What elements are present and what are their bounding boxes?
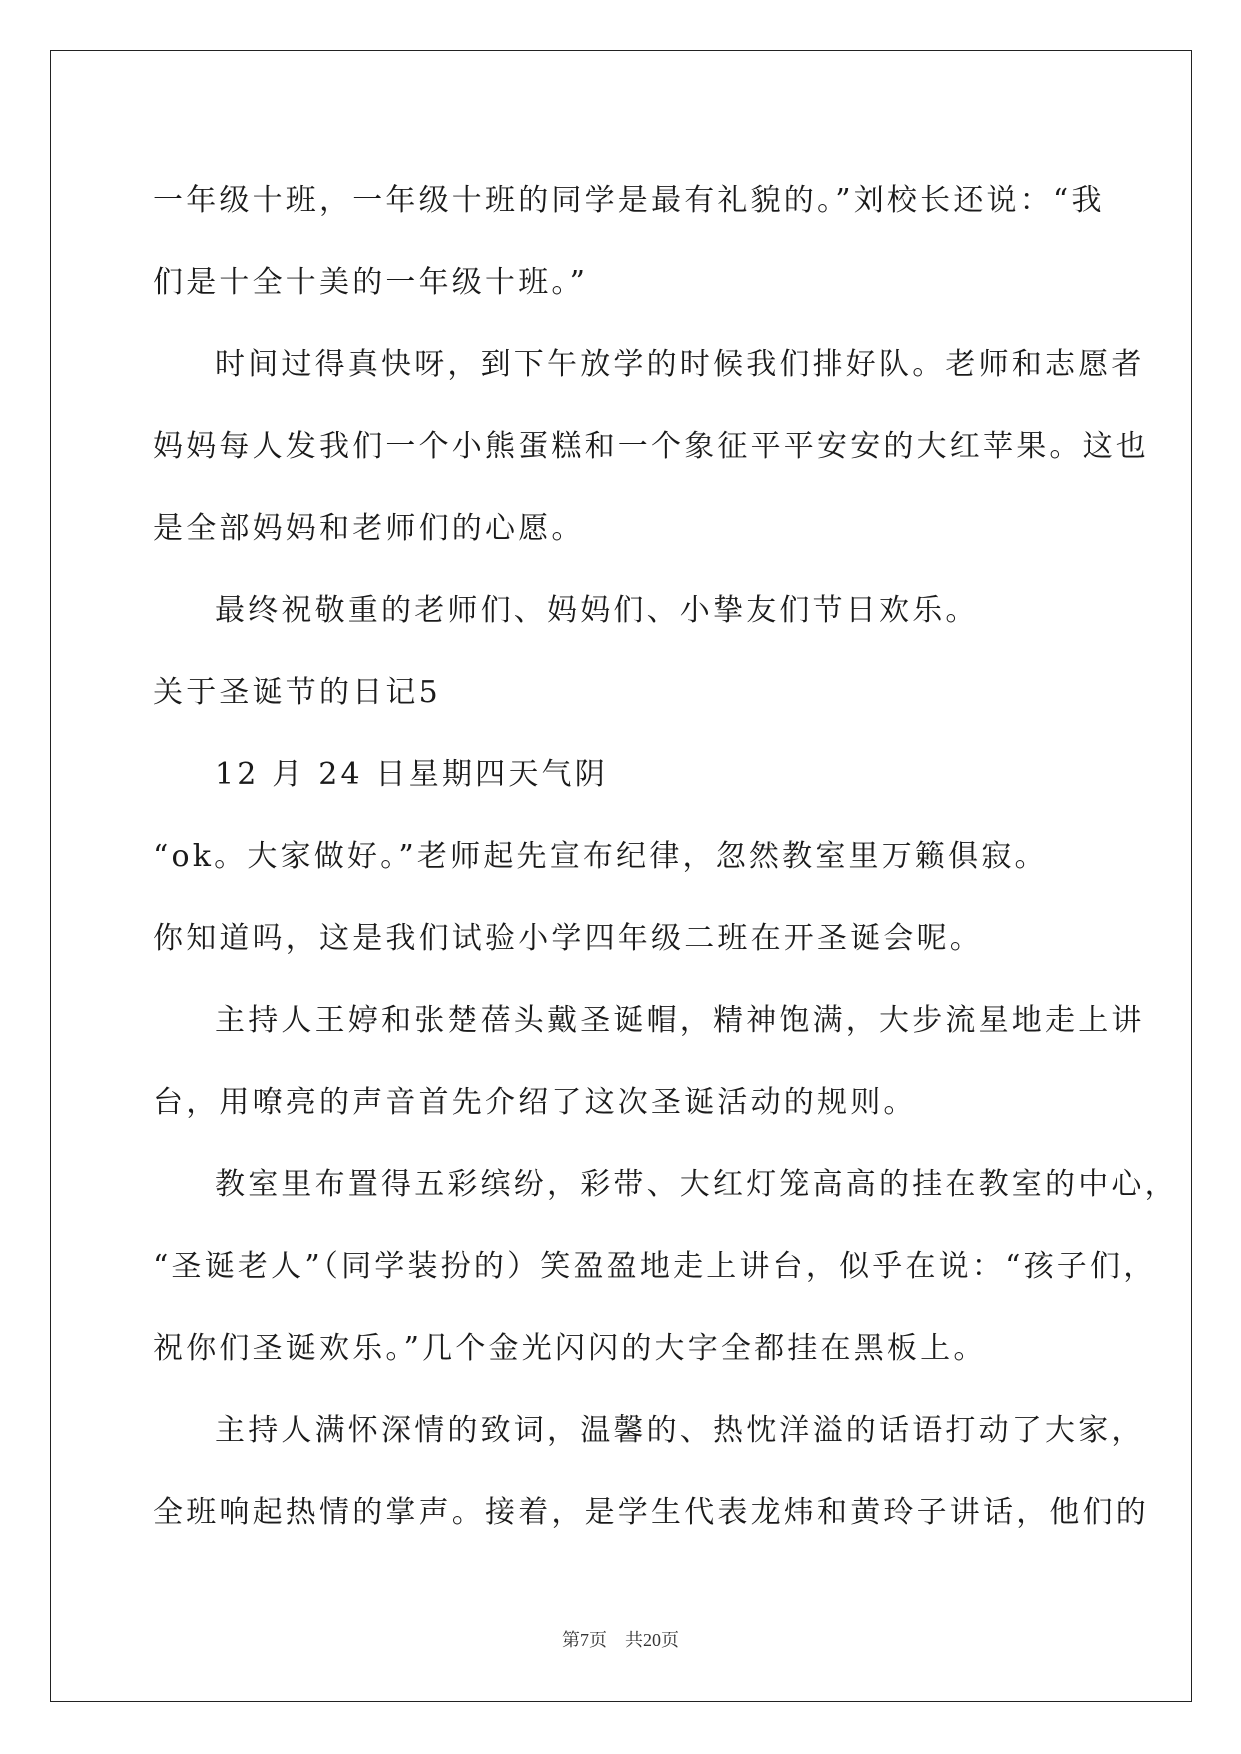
text-line: 你知道吗，这是我们试验小学四年级二班在开圣诞会呢。 [153,921,983,956]
diary-date-line: 12 月 24 日星期四天气阴 [215,757,608,792]
text-line: 是全部妈妈和老师们的心愿。 [153,511,585,546]
text-line: 主持人王婷和张楚蓓头戴圣诞帽，精神饱满，大步流星地走上讲 [215,1003,1145,1038]
text-line: “圣诞老人”（同学装扮的）笑盈盈地走上讲台，似乎在说：“孩子们， [153,1249,1157,1284]
text-line: 教室里布置得五彩缤纷，彩带、大红灯笼高高的挂在教室的中心， [215,1167,1178,1202]
text-line: 一年级十班，一年级十班的同学是最有礼貌的。”刘校长还说：“我 [153,183,1105,218]
page-number-footer: 第7页 共20页 [562,1630,679,1650]
text-line: 主持人满怀深情的致词，温馨的、热忱洋溢的话语打动了大家， [215,1413,1145,1448]
text-line: 最终祝敬重的老师们、妈妈们、小挚友们节日欢乐。 [215,593,979,628]
text-line: 妈妈每人发我们一个小熊蛋糕和一个象征平平安安的大红苹果。这也 [153,429,1149,464]
text-line: “ok。大家做好。”老师起先宣布纪律，忽然教室里万籁俱寂。 [153,839,1048,874]
text-line: 台，用嘹亮的声音首先介绍了这次圣诞活动的规则。 [153,1085,917,1120]
text-line: 全班响起热情的掌声。接着，是学生代表龙炜和黄玲子讲话，他们的 [153,1495,1149,1530]
section-heading: 关于圣诞节的日记5 [153,675,441,710]
text-line: 们是十全十美的一年级十班。” [153,265,589,300]
text-line: 祝你们圣诞欢乐。”几个金光闪闪的大字全都挂在黑板上。 [153,1331,987,1366]
document-body [153,160,1178,1554]
text-line: 时间过得真快呀，到下午放学的时候我们排好队。老师和志愿者 [215,347,1145,382]
